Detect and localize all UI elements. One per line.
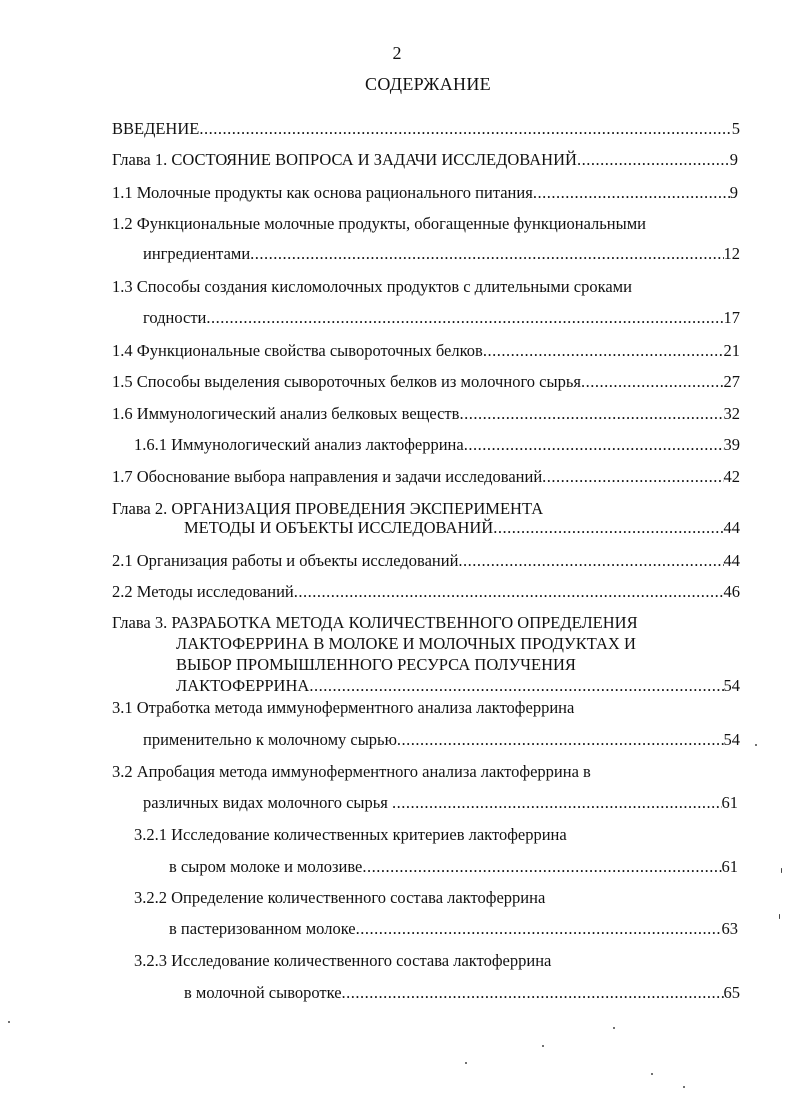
toc-entry-text: 1.4 Функциональные свойства сывороточных белков [112,341,483,360]
toc-entry-text: 1.5 Способы выделения сывороточных белков из молочного сырья [112,372,581,391]
toc-page-number: 63 [721,919,738,938]
toc-entry-text: Глава 1. СОСТОЯНИЕ ВОПРОСА И ЗАДАЧИ ИССЛЕДОВАНИЙ [112,150,577,169]
toc-entry-3-2-1 [169,857,738,877]
toc-entry-chapter-3 [176,676,740,696]
toc-leader-dots [362,857,721,877]
toc-entry-2-2 [112,582,740,602]
toc-page-number: 9 [729,150,738,169]
scan-speck [542,1045,544,1047]
toc-entry-1-1 [112,183,738,203]
toc-entry-3-1 [143,730,740,750]
toc-leader-dots [533,183,730,203]
toc-entry-1-2-line1: 1.2 Функциональные молочные продукты, обогащенные функциональными [112,214,646,233]
toc-entry-chapter-3-line1: Глава 3. РАЗРАБОТКА МЕТОДА КОЛИЧЕСТВЕННОГО ОПРЕДЕЛЕНИЯ [112,613,638,632]
toc-page-number: 39 [723,435,740,454]
toc-entry-text: применительно к молочному сырью [143,730,397,749]
toc-leader-dots [483,341,724,361]
toc-leader-dots [250,244,723,264]
toc-entry-text: 1.7 Обоснование выбора направления и задачи исследований [112,467,543,486]
toc-entry-chapter-2-line1: Глава 2. ОРГАНИЗАЦИЯ ПРОВЕДЕНИЯ ЭКСПЕРИМЕНТА [112,499,544,518]
toc-page-number: 21 [723,341,740,360]
scan-speck [755,744,757,746]
toc-leader-dots [342,983,724,1003]
toc-leader-dots [577,150,730,170]
toc-entry-3-2-3-line1: 3.2.3 Исследование количественного состава лактоферрина [134,951,552,970]
toc-entry-text: в пастеризованном молоке [169,919,356,938]
toc-entry-text: различных видах молочного сырья [143,793,392,812]
toc-page-number: 44 [723,518,740,537]
page-title: СОДЕРЖАНИЕ [365,74,491,94]
toc-entry-3-2-1-line1: 3.2.1 Исследование количественных критериев лактоферрина [134,825,567,844]
toc-entry-1-3-line1: 1.3 Способы создания кисломолочных продуктов с длительными сроками [112,277,632,296]
toc-entry-1-7 [112,467,740,487]
scan-speck [779,914,780,919]
toc-entry-introduction [112,119,740,139]
toc-page-number: 9 [729,183,738,202]
toc-page-number: 61 [721,857,738,876]
toc-leader-dots [206,308,723,328]
toc-page-number: 5 [731,119,740,138]
toc-entry-text: 1.1 Молочные продукты как основа рационального питания [112,183,533,202]
scan-speck [683,1086,685,1088]
toc-entry-1-6-1 [134,435,740,455]
toc-page-number: 42 [723,467,740,486]
toc-page-number: 61 [721,793,738,812]
toc-entry-1-4 [112,341,740,361]
toc-entry-chapter-3-line2: ЛАКТОФЕРРИНА В МОЛОКЕ И МОЛОЧНЫХ ПРОДУКТАХ И [176,634,636,653]
scan-speck [651,1073,653,1075]
toc-entry-1-2 [143,244,740,264]
toc-entry-text: 1.6.1 Иммунологический анализ лактоферрина [134,435,464,454]
scan-speck [465,1062,467,1064]
toc-leader-dots [397,730,724,750]
toc-entry-3-2 [143,793,738,813]
toc-page-number: 54 [723,676,740,695]
toc-entry-3-2-line1: 3.2 Апробация метода иммуноферментного анализа лактоферрина в [112,762,591,781]
toc-leader-dots [542,467,723,487]
toc-entry-text: в молочной сыворотке [184,983,342,1002]
toc-entry-text: 2.2 Методы исследований [112,582,294,601]
toc-entry-3-2-3 [184,983,740,1003]
toc-leader-dots [459,404,723,424]
toc-entry-text: ВВЕДЕНИЕ [112,119,200,138]
toc-entry-chapter-1 [112,150,738,170]
toc-entry-text: 1.6 Иммунологический анализ белковых веществ [112,404,460,423]
toc-entry-chapter-3-line3: ВЫБОР ПРОМЫШЛЕННОГО РЕСУРСА ПОЛУЧЕНИЯ [176,655,576,674]
toc-leader-dots [464,435,724,455]
toc-entry-1-3 [143,308,740,328]
toc-entry-text: годности [143,308,207,327]
toc-leader-dots [392,793,722,813]
toc-leader-dots [356,919,722,939]
toc-page-number: 46 [723,582,740,601]
toc-page-number: 54 [723,730,740,749]
page-number: 2 [392,43,402,63]
toc-leader-dots [458,551,723,571]
toc-page-number: 44 [723,551,740,570]
toc-entry-text: ингредиентами [143,244,251,263]
toc-page-number: 27 [723,372,740,391]
toc-entry-1-5 [112,372,740,392]
toc-page-number: 12 [723,244,740,263]
toc-entry-text: МЕТОДЫ И ОБЪЕКТЫ ИССЛЕДОВАНИЙ [184,518,494,537]
toc-entry-chapter-2 [184,518,740,538]
toc-entry-3-2-2 [169,919,738,939]
scan-speck [781,868,782,873]
toc-leader-dots [309,676,723,696]
toc-entry-2-1 [112,551,740,571]
toc-entry-text: в сыром молоке и молозиве [169,857,363,876]
toc-page-number: 65 [723,983,740,1002]
toc-leader-dots [199,119,731,139]
toc-leader-dots [493,518,723,538]
toc-leader-dots [581,372,724,392]
toc-page-number: 17 [723,308,740,327]
toc-entry-3-2-2-line1: 3.2.2 Определение количественного состава лактоферрина [134,888,546,907]
toc-leader-dots [294,582,724,602]
toc-entry-text: 2.1 Организация работы и объекты исследований [112,551,459,570]
scan-speck [613,1027,615,1029]
scan-speck [8,1021,10,1023]
toc-entry-text: ЛАКТОФЕРРИНА [176,676,310,695]
toc-entry-1-6 [112,404,740,424]
toc-page-number: 32 [723,404,740,423]
toc-entry-3-1-line1: 3.1 Отработка метода иммуноферментного анализа лактоферрина [112,698,575,717]
